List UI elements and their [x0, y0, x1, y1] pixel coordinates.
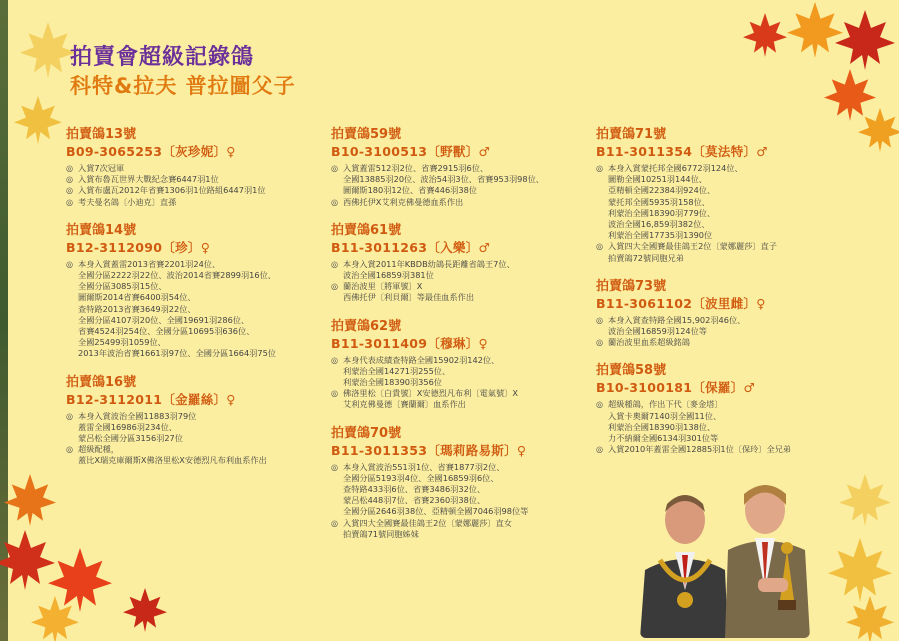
- result-line: [331, 377, 591, 388]
- result-text: 利蒙治全國14271羽255位、: [343, 365, 451, 376]
- bullet-icon: ◎: [66, 163, 74, 173]
- result-line: [66, 348, 326, 359]
- result-text: 本身入賞波治全國11883羽79位: [78, 410, 197, 421]
- result-line: [66, 422, 326, 433]
- bullet-icon: ◎: [596, 337, 604, 348]
- lot-entry: [596, 126, 856, 264]
- result-line: [66, 326, 326, 337]
- lot-results: [331, 462, 591, 540]
- bullet-icon: ◎: [596, 241, 604, 252]
- column-3: [596, 126, 856, 469]
- result-text: 蒙呂松448羽7位、省賽2360羽38位、: [343, 495, 486, 506]
- bullet-icon: ◎: [596, 399, 604, 410]
- bullet-icon: ◎: [331, 354, 339, 365]
- result-text: 亞精頓全國22384羽924位、: [608, 185, 716, 196]
- result-line: [331, 197, 591, 208]
- result-line: [331, 399, 591, 410]
- bullet-icon: ◎: [596, 163, 604, 173]
- result-text: 入賞布盧瓦2012年省賽1306羽1位路組6447羽1位: [78, 185, 266, 196]
- bullet-icon: ◎: [331, 461, 339, 472]
- lot-title: 拍賣鴿62號: [331, 318, 402, 334]
- column-2: [331, 126, 591, 554]
- result-line: [331, 506, 591, 517]
- bullet-icon: ◎: [331, 258, 339, 269]
- result-line: [66, 270, 326, 281]
- result-text: 省賽4524羽254位、全國分區10695羽636位、: [78, 326, 255, 337]
- maple-leaf-icon: [20, 22, 76, 78]
- result-line: [596, 163, 856, 174]
- result-line: [596, 253, 856, 264]
- lot-title: 拍賣鴿73號: [596, 278, 667, 294]
- result-line: [596, 230, 856, 241]
- lot-ring-number: B12-3112011〔金羅絲〕♀: [66, 391, 236, 407]
- lot-entry: [596, 362, 856, 455]
- maple-leaf-cluster-bottom-right: [815, 470, 899, 641]
- result-line: [596, 197, 856, 208]
- result-text: 入賞卡奧爾7140羽全國11位、: [608, 410, 722, 421]
- lot-title: 拍賣鴿14號: [66, 222, 137, 238]
- lot-results: [596, 315, 856, 349]
- result-text: 利蒙治全國17735羽1390位: [608, 230, 713, 241]
- maple-leaf-icon: [839, 474, 891, 526]
- result-line: [331, 495, 591, 506]
- lot-ring-number: B12-3112090〔珍〕♀: [66, 239, 211, 255]
- result-line: [596, 208, 856, 219]
- lot-entry: [66, 126, 326, 208]
- result-text: 利蒙治全國18390羽779位、: [608, 207, 716, 218]
- result-line: [66, 197, 326, 208]
- bullet-icon: ◎: [331, 517, 339, 528]
- lot-results: [331, 355, 591, 411]
- lot-ring-number: B11-3011354〔莫法特〕♂: [596, 144, 768, 159]
- maple-leaf-icon: [31, 596, 79, 641]
- bullet-icon: ◎: [596, 314, 604, 325]
- result-text: 入賞布魯瓦世界大戰紀念賽6447羽1位: [78, 174, 219, 185]
- result-line: [596, 399, 856, 410]
- bullet-icon: ◎: [596, 444, 604, 455]
- result-line: [331, 366, 591, 377]
- result-text: 利蒙治全國18390羽356位: [343, 377, 442, 388]
- maple-leaf-icon: [743, 13, 787, 57]
- result-line: [596, 185, 856, 196]
- result-text: 圖爾斯2014省賽6400羽54位、: [78, 292, 196, 303]
- result-text: 查特路433羽6位、省賽3486羽32位、: [343, 484, 486, 495]
- result-text: 全國分區4107羽20位、全國19691羽286位、: [78, 314, 250, 325]
- result-text: 圖爾斯180羽12位、省賽446羽38位: [343, 185, 477, 196]
- result-text: 佛洛里松〔白貴號〕X安德烈凡布利〔電氣號〕X: [343, 388, 518, 399]
- result-line: [596, 219, 856, 230]
- bullet-icon: ◎: [331, 388, 339, 399]
- result-text: 本身代表成績查特路全國15902羽142位、: [343, 354, 500, 365]
- lot-results: [66, 259, 326, 360]
- lot-title: 拍賣鴿71號: [596, 127, 667, 142]
- result-text: 全國分區2222羽22位、波治2014省賽2899羽16位、: [78, 270, 276, 281]
- result-text: 入賞四大全國賽最佳鴿王2位〔蒙娜麗莎〕直女: [343, 517, 512, 528]
- result-line: [66, 411, 326, 422]
- result-line: [596, 315, 856, 326]
- bullet-icon: ◎: [66, 410, 74, 421]
- lot-ring-number: B11-3061102〔波里雌〕♀: [596, 295, 766, 311]
- result-line: [596, 326, 856, 337]
- lot-title: 拍賣鴿59號: [331, 127, 402, 142]
- result-text: 蘭治波里〔將軍號〕X: [343, 281, 423, 292]
- bullet-icon: ◎: [331, 163, 339, 173]
- result-line: [596, 422, 856, 433]
- lot-results: [596, 399, 856, 455]
- result-text: 艾利克佛曼德〔賽蘭爾〕血系作出: [343, 399, 466, 410]
- bullet-icon: ◎: [66, 258, 74, 269]
- maple-leaf-icon: [824, 69, 876, 121]
- result-text: 蒙呂松全國分區3156羽27位: [78, 433, 183, 444]
- lot-entry: [331, 222, 591, 304]
- result-line: [596, 241, 856, 252]
- lot-title: 拍賣鴿58號: [596, 363, 667, 379]
- result-line: [66, 315, 326, 326]
- result-text: 考夫曼名鴿〔小迪克〕直孫: [78, 196, 177, 207]
- result-text: 圖勒全國10251羽144位、: [608, 174, 707, 185]
- page-title: 拍賣會超級記錄鴿: [70, 45, 255, 70]
- bullet-icon: ◎: [66, 174, 74, 185]
- lot-entry: [331, 126, 591, 208]
- result-line: [331, 473, 591, 484]
- result-line: [331, 163, 591, 174]
- result-line: [331, 529, 591, 540]
- maple-leaf-icon: [846, 596, 894, 641]
- lot-results: [66, 163, 326, 208]
- result-text: 蘭治波里血系超級銘鴿: [608, 337, 690, 348]
- maple-leaf-icon: [835, 10, 895, 70]
- result-text: 波治全國16859羽381位: [343, 270, 434, 281]
- result-line: [331, 518, 591, 529]
- result-line: [596, 444, 856, 455]
- result-text: 本身入賞查特路全國15,902羽46位、: [608, 314, 746, 325]
- result-text: 西佛托伊X艾利克佛曼德血系作出: [343, 196, 464, 207]
- result-text: 本身入賞2011年KBDB幼鴿長距離省鴿王7位、: [343, 258, 515, 269]
- result-line: [66, 444, 326, 455]
- maple-leaf-icon: [828, 538, 892, 602]
- lot-results: [331, 259, 591, 304]
- result-line: [331, 259, 591, 270]
- result-text: 波治全國16859羽124位等: [608, 326, 707, 337]
- result-text: 超級配種，: [78, 444, 119, 455]
- bullet-icon: ◎: [66, 196, 74, 207]
- result-text: 本身入賞波治551羽1位、省賽1877羽2位、: [343, 461, 505, 472]
- result-line: [331, 484, 591, 495]
- result-text: 2013年波治省賽1661羽97位、全國分區1664羽75位: [78, 348, 276, 359]
- result-text: 蓋雷全國16986羽234位、: [78, 421, 177, 432]
- result-line: [66, 185, 326, 196]
- result-text: 西佛托伊〔利貝爾〕等最佳血系作出: [343, 292, 475, 303]
- lot-ring-number: B11-3011353〔瑪莉路易斯〕♀: [331, 442, 527, 458]
- bullet-icon: ◎: [331, 281, 339, 292]
- result-text: 蓋比X瑞克庫爾斯X佛洛里松X安德烈凡布利血系作出: [78, 455, 267, 466]
- lot-title: 拍賣鴿61號: [331, 222, 402, 238]
- maple-leaf-icon: [0, 530, 55, 590]
- page-subtitle: 科特&拉夫 普拉圖父子: [70, 74, 296, 98]
- result-line: [331, 174, 591, 185]
- result-line: [66, 337, 326, 348]
- result-line: [331, 185, 591, 196]
- result-text: 超級種鴿，作出下代〔麥金塔〕: [608, 399, 723, 410]
- result-text: 利蒙治全國18390羽138位、: [608, 421, 716, 432]
- result-text: 波治全國16,859羽382位、: [608, 219, 710, 230]
- result-line: [596, 411, 856, 422]
- lot-entry: [66, 374, 326, 467]
- result-text: 入賞蓋雷512羽2位、省賽2915羽6位、: [343, 163, 489, 173]
- lot-entry: [66, 222, 326, 360]
- maple-leaf-cluster-bottom-left: [0, 460, 170, 641]
- lot-ring-number: B09-3065253〔灰珍妮〕♀: [66, 144, 236, 159]
- result-line: [331, 388, 591, 399]
- result-text: 全國分區5193羽4位、全國16859羽6位、: [343, 472, 499, 483]
- result-text: 入賞2010年蓋雷全國12885羽1位〔保玲〕全兄弟: [608, 444, 792, 455]
- result-text: 查特路2013省賽3649羽22位、: [78, 303, 196, 314]
- column-1: [66, 126, 326, 481]
- maple-leaf-icon: [787, 2, 843, 58]
- result-text: 拍賣鴿72號同胞兄弟: [608, 252, 684, 263]
- result-line: [66, 281, 326, 292]
- lot-results: [66, 411, 326, 467]
- result-text: 入賞四大全國賽最佳鴿王2位〔蒙娜麗莎〕直子: [608, 241, 777, 252]
- result-text: 全國13885羽20位、波治54羽3位、省賽953羽98位、: [343, 174, 544, 185]
- result-text: 全國分區2646羽38位、亞精頓全國7046羽98位等: [343, 506, 529, 517]
- lot-title: 拍賣鴿13號: [66, 127, 137, 142]
- result-line: [66, 433, 326, 444]
- lot-entry: [331, 318, 591, 411]
- result-text: 全國25499羽1059位、: [78, 337, 166, 348]
- lot-entry: [331, 425, 591, 540]
- result-line: [66, 304, 326, 315]
- result-line: [66, 292, 326, 303]
- result-line: [331, 355, 591, 366]
- lot-ring-number: B11-3011263〔入樂〕♂: [331, 239, 490, 255]
- result-text: 蒙托邦全國5935羽158位、: [608, 196, 710, 207]
- result-text: 入賞7次冠軍: [78, 163, 125, 173]
- lot-results: [596, 163, 856, 264]
- result-line: [331, 292, 591, 303]
- result-text: 拍賣鴿71號同胞姊妹: [343, 528, 419, 539]
- result-line: [331, 281, 591, 292]
- bullet-icon: ◎: [66, 444, 74, 455]
- result-line: [66, 163, 326, 174]
- result-line: [66, 455, 326, 466]
- maple-leaf-icon: [858, 108, 899, 152]
- maple-leaf-icon: [14, 96, 62, 144]
- result-line: [66, 259, 326, 270]
- bullet-icon: ◎: [331, 196, 339, 207]
- lot-title: 拍賣鴿16號: [66, 374, 137, 390]
- result-line: [331, 462, 591, 473]
- result-line: [596, 174, 856, 185]
- maple-leaf-icon: [4, 474, 56, 526]
- lot-ring-number: B10-3100513〔野獸〕♂: [331, 144, 490, 159]
- result-text: 力不納爾全國6134羽301位等: [608, 433, 719, 444]
- maple-leaf-icon: [48, 548, 112, 612]
- maple-leaf-icon: [123, 588, 167, 632]
- lot-entry: [596, 278, 856, 349]
- result-line: [596, 433, 856, 444]
- result-text: 全國分區3085羽15位、: [78, 281, 167, 292]
- result-text: 本身入賞蒙托邦全國6772羽124位、: [608, 163, 743, 173]
- photo-breeders: [640, 480, 810, 638]
- lot-ring-number: B11-3011409〔穆琳〕♀: [331, 335, 488, 351]
- bullet-icon: ◎: [66, 185, 74, 196]
- lot-title: 拍賣鴿70號: [331, 425, 402, 441]
- result-line: [66, 174, 326, 185]
- lot-ring-number: B10-3100181〔保羅〕♂: [596, 380, 755, 396]
- lot-results: [331, 163, 591, 208]
- result-line: [331, 270, 591, 281]
- result-text: 本身入賞蓋雷2013省賽2201羽24位、: [78, 258, 221, 269]
- result-line: [596, 337, 856, 348]
